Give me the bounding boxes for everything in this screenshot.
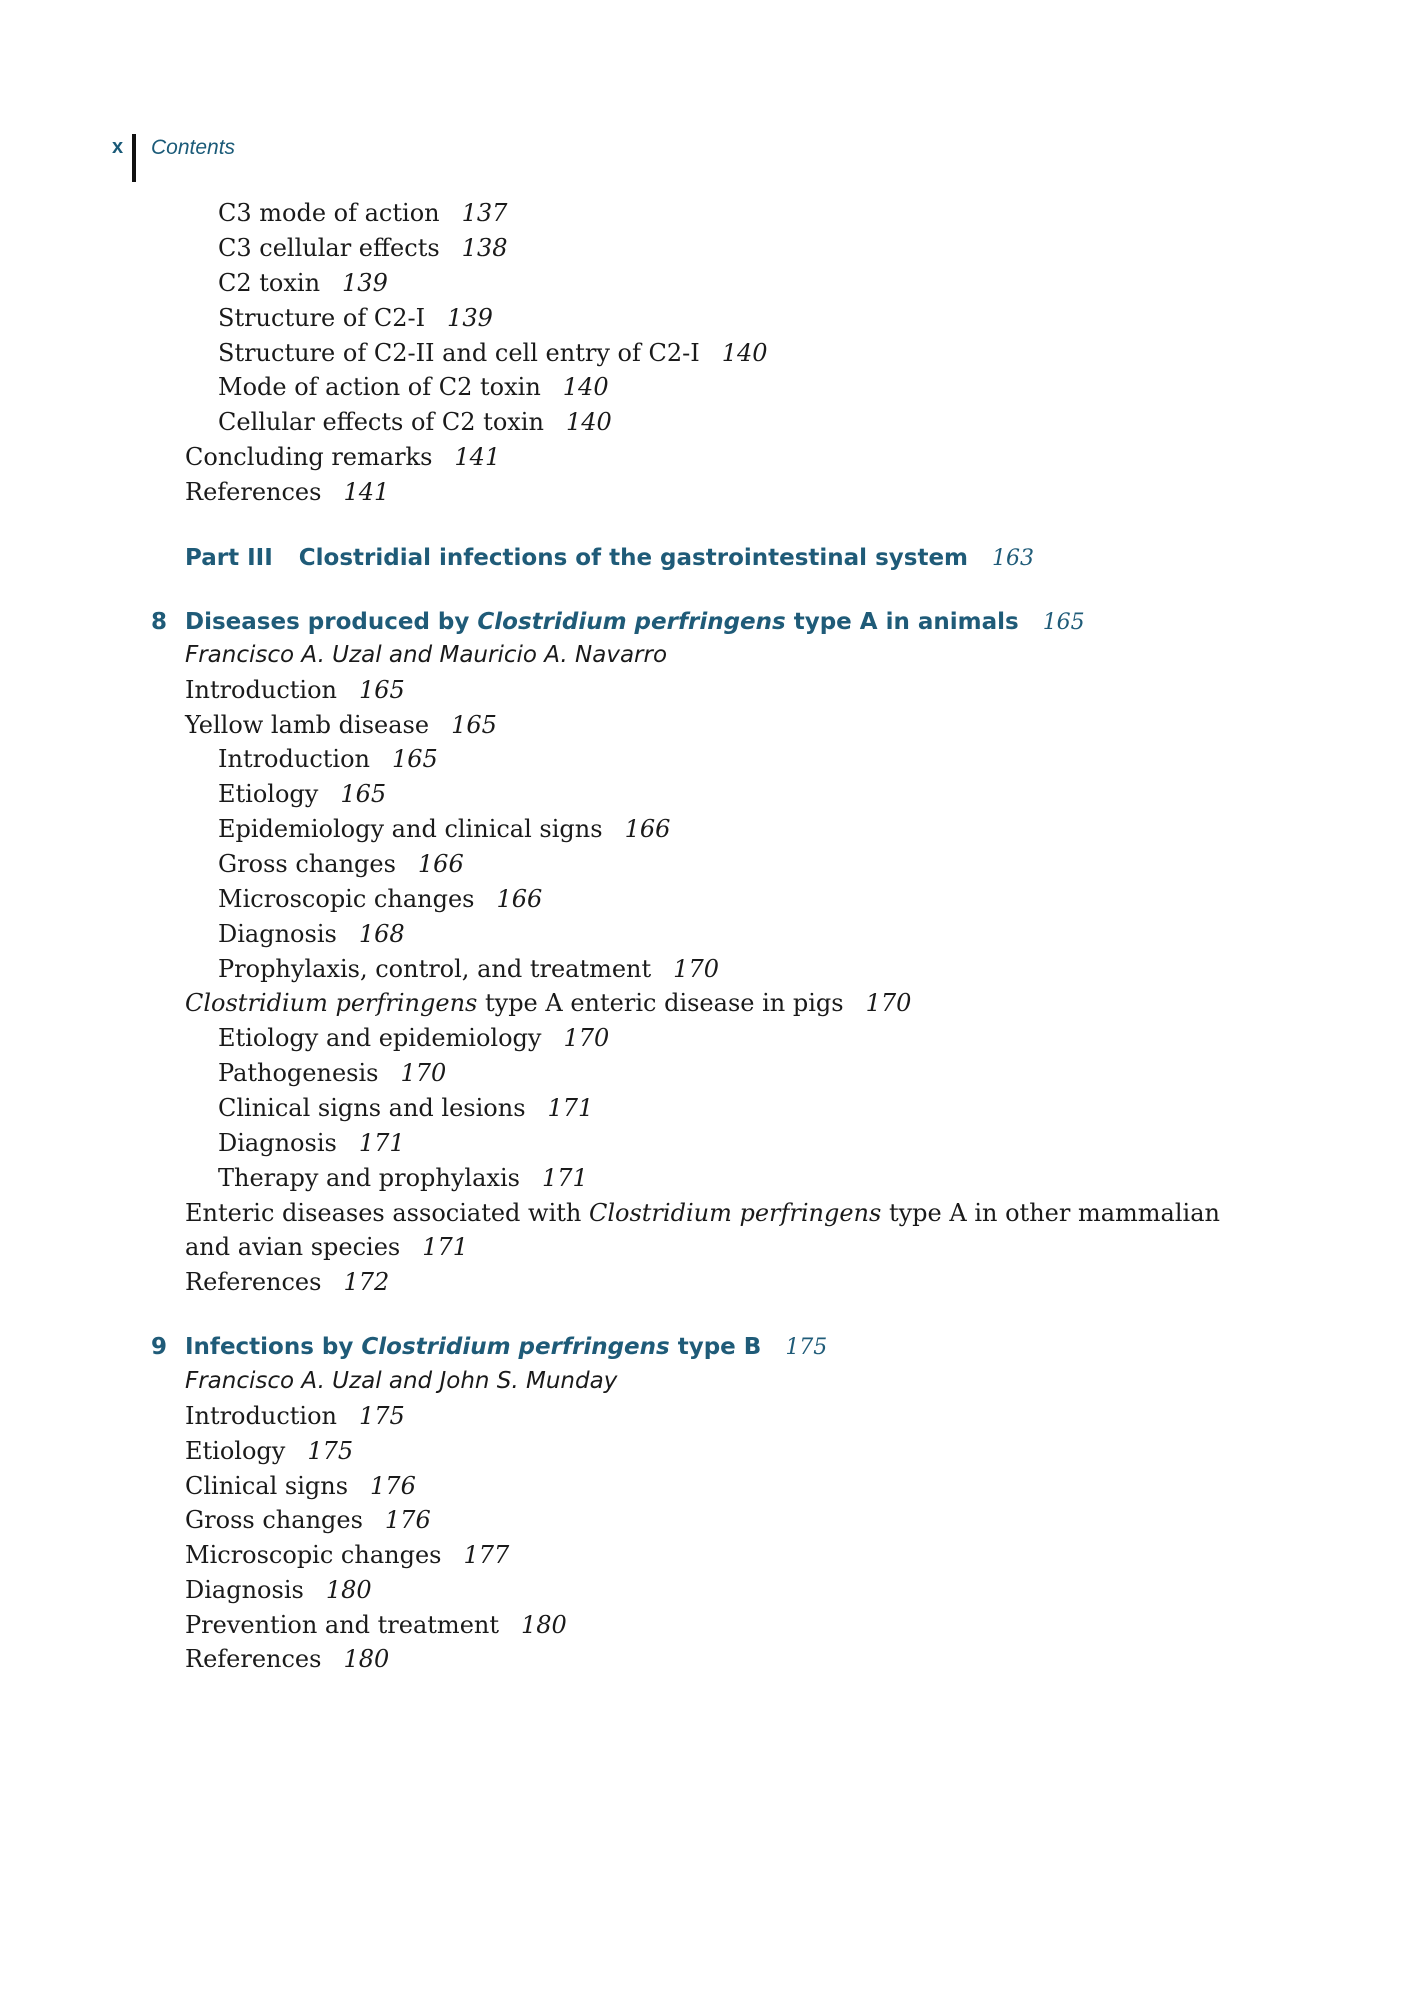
toc-entry[interactable]: Mode of action of C2 toxin 140 — [218, 373, 609, 401]
chapter-number: 9 — [151, 1334, 168, 1360]
toc-entry[interactable]: Epidemiology and clinical signs 166 — [218, 815, 671, 843]
toc-entry[interactable]: Clinical signs and lesions 171 — [218, 1094, 594, 1122]
toc-entry-continuation[interactable]: and avian species 171 — [185, 1233, 469, 1261]
chapter-authors: Francisco A. Uzal and Mauricio A. Navarro — [185, 642, 668, 668]
toc-entry[interactable]: Therapy and prophylaxis 171 — [218, 1164, 588, 1192]
chapter-page-number: 165 — [1042, 610, 1085, 635]
toc-page-number: 171 — [541, 1164, 588, 1192]
toc-page-number: 137 — [461, 199, 508, 227]
toc-page-number: 171 — [422, 1233, 469, 1261]
toc-page-number: 166 — [496, 885, 543, 913]
toc-entry[interactable]: Cellular effects of C2 toxin 140 — [218, 408, 612, 436]
chapter-authors: Francisco A. Uzal and John S. Munday — [185, 1368, 618, 1394]
toc-page-number: 139 — [447, 304, 493, 332]
toc-page-number: 171 — [358, 1129, 405, 1157]
toc-entry[interactable]: Yellow lamb disease 165 — [185, 711, 497, 739]
part-page-number: 163 — [992, 546, 1035, 571]
toc-entry[interactable]: Enteric diseases associated with Clostridium perfringens type A in other mammalian — [185, 1199, 1220, 1227]
toc-entry[interactable]: Introduction 175 — [185, 1402, 405, 1430]
toc-page-number: 140 — [565, 408, 612, 436]
toc-entry[interactable]: Diagnosis 180 — [185, 1576, 372, 1604]
toc-entry[interactable]: Introduction 165 — [185, 676, 405, 704]
toc-page-number: 166 — [624, 815, 671, 843]
toc-entry[interactable]: Clinical signs 176 — [185, 1472, 416, 1500]
toc-page-number: 165 — [451, 711, 497, 739]
toc-page-number: 139 — [342, 269, 388, 297]
toc-entry[interactable]: Structure of C2-II and cell entry of C2-I 140 — [218, 339, 768, 367]
toc-entry[interactable]: Concluding remarks 141 — [185, 443, 501, 471]
toc-entry[interactable]: C2 toxin 139 — [218, 269, 388, 297]
toc-page-number: 180 — [521, 1611, 567, 1639]
toc-entry[interactable]: Etiology and epidemiology 170 — [218, 1024, 610, 1052]
toc-entry[interactable]: Clostridium perfringens type A enteric disease in pigs 170 — [185, 989, 912, 1017]
page-folio: x — [112, 136, 124, 158]
toc-entry[interactable]: Etiology 165 — [218, 780, 387, 808]
running-head-title: Contents — [151, 136, 236, 159]
toc-entry[interactable]: Microscopic changes 177 — [185, 1541, 510, 1569]
toc-page-number: 170 — [865, 989, 912, 1017]
toc-page-number: 176 — [370, 1472, 416, 1500]
toc-page-number: 175 — [359, 1402, 405, 1430]
toc-page-number: 180 — [325, 1576, 372, 1604]
toc-entry[interactable]: Gross changes 166 — [218, 850, 464, 878]
toc-entry[interactable]: References 172 — [185, 1268, 390, 1296]
toc-page-number: 138 — [461, 234, 508, 262]
chapter-page-number: 175 — [785, 1335, 828, 1360]
toc-entry[interactable]: Pathogenesis 170 — [218, 1059, 447, 1087]
toc-entry[interactable]: Prophylaxis, control, and treatment 170 — [218, 955, 719, 983]
toc-page-number: 170 — [400, 1059, 447, 1087]
toc-page-number: 170 — [563, 1024, 610, 1052]
toc-page-number: 166 — [417, 850, 464, 878]
toc-page-number: 175 — [307, 1437, 354, 1465]
toc-entry[interactable]: C3 cellular effects 138 — [218, 234, 508, 262]
toc-page-number: 140 — [562, 373, 609, 401]
toc-entry[interactable]: Gross changes 176 — [185, 1506, 431, 1534]
toc-page-number: 176 — [384, 1506, 431, 1534]
toc-page-number: 141 — [454, 443, 501, 471]
toc-page-number: 165 — [359, 676, 405, 704]
toc-page-number: 171 — [547, 1094, 594, 1122]
toc-entry[interactable]: References 141 — [185, 478, 390, 506]
toc-page-number: 141 — [343, 478, 390, 506]
toc-entry[interactable]: Diagnosis 168 — [218, 920, 405, 948]
part-heading[interactable] — [185, 543, 1034, 574]
part-label: Part III — [185, 545, 273, 571]
part-title: Clostridial infections of the gastrointestinal system — [298, 545, 969, 571]
toc-page-number: 140 — [721, 339, 768, 367]
chapter-heading[interactable]: 8 Diseases produced by Clostridium perfringens type A in animals 165 — [151, 609, 1085, 635]
toc-entry[interactable]: Microscopic changes 166 — [218, 885, 543, 913]
toc-entry[interactable]: Etiology 175 — [185, 1437, 354, 1465]
toc-page-number: 170 — [673, 955, 719, 983]
toc-page-number: 172 — [343, 1268, 390, 1296]
toc-entry[interactable]: C3 mode of action 137 — [218, 199, 508, 227]
toc-entry[interactable]: References 180 — [185, 1645, 390, 1673]
toc-entry[interactable]: Diagnosis 171 — [218, 1129, 405, 1157]
toc-page-number: 180 — [343, 1645, 390, 1673]
toc-page-number: 165 — [340, 780, 387, 808]
toc-entry[interactable]: Prevention and treatment 180 — [185, 1611, 567, 1639]
header-rule — [132, 134, 136, 182]
toc-page-number: 165 — [392, 745, 438, 773]
toc-entry[interactable]: Structure of C2-I 139 — [218, 304, 493, 332]
chapter-heading[interactable]: 9 Infections by Clostridium perfringens type B 175 — [151, 1334, 828, 1360]
toc-page-number: 168 — [358, 920, 405, 948]
toc-page-number: 177 — [463, 1541, 510, 1569]
chapter-number: 8 — [151, 609, 168, 635]
toc-entry[interactable]: Introduction 165 — [218, 745, 438, 773]
